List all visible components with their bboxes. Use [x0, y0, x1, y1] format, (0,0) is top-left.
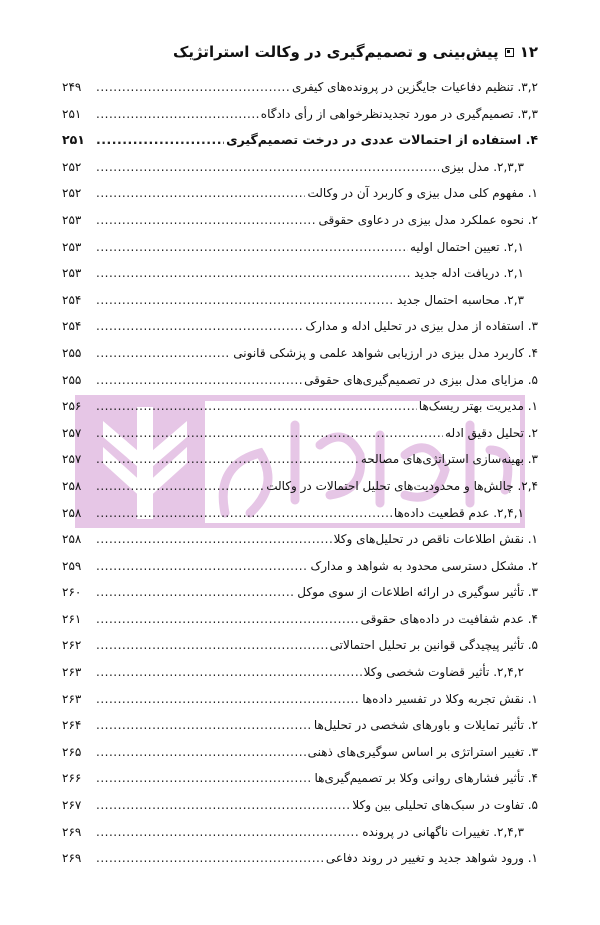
toc-entry[interactable] [62, 500, 538, 527]
toc-entry-page: ۲۵۸ [62, 478, 82, 493]
toc-entry-page: ۲۵۱ [62, 106, 82, 121]
dot-leader [96, 234, 408, 261]
toc-entry[interactable] [62, 473, 538, 500]
toc-entry-title: ۲,۴. چالش‌ها و محدودیت‌های تحلیل احتمالات در وکالت [266, 478, 538, 493]
dot-leader [96, 340, 231, 367]
toc-entry[interactable] [62, 180, 538, 207]
dot-leader [96, 101, 259, 128]
toc-entry[interactable] [62, 207, 538, 234]
dot-leader [96, 180, 305, 207]
dot-leader [96, 632, 328, 659]
toc-entry-title: ۳,۲. تنظیم دفاعیات جایگزین در پرونده‌های کیفری [291, 80, 538, 94]
dot-leader [96, 207, 316, 234]
toc-entry-title: ۱. مفهوم کلی مدل بیزی و کاربرد آن در وکالت [307, 186, 538, 201]
toc-entry[interactable] [62, 313, 538, 340]
toc-entry-page: ۲۶۳ [62, 691, 82, 706]
toc-entry-page: ۲۶۱ [62, 611, 82, 626]
toc-entry[interactable] [62, 659, 538, 686]
toc-entry-page: ۲۶۳ [62, 665, 82, 680]
book-title: پیش‌بینی و تصمیم‌گیری در وکالت استراتژیک [172, 43, 499, 61]
toc-entry-title: ۱. نقش تجربه وکلا در تفسیر داده‌ها [362, 691, 538, 706]
toc-entry-page: ۲۵۲ [62, 186, 82, 201]
toc-entry[interactable] [62, 127, 538, 154]
page-number: ۱۲ [519, 43, 538, 61]
toc-entry[interactable] [62, 765, 538, 792]
toc-entry-page: ۲۵۸ [62, 532, 82, 547]
dot-leader [96, 739, 306, 766]
toc-entry-page: ۲۵۶ [62, 399, 82, 414]
toc-entry-title: ۲. تحلیل دقیق ادله [445, 425, 538, 440]
toc-entry[interactable] [62, 606, 538, 633]
toc-entry-title: ۱. مدیریت بهتر ریسک‌ها [418, 399, 538, 414]
dot-leader [96, 659, 362, 686]
toc-entry-page: ۲۵۳ [62, 239, 82, 254]
toc-entry-page: ۲۶۹ [62, 851, 82, 866]
toc-entry-page: ۲۶۲ [62, 638, 82, 653]
dot-leader [96, 553, 308, 580]
toc-entry[interactable] [62, 367, 538, 394]
toc-entry-title: ۲,۳,۳. مدل بیزی [441, 159, 524, 174]
toc-entry-title: ۴. کاربرد مدل بیزی در ارزیابی شواهد علمی و پزشکی قانونی [233, 345, 538, 360]
toc-entry[interactable] [62, 420, 538, 447]
dot-leader [96, 473, 264, 500]
dot-leader [96, 287, 395, 314]
toc-entry-page: ۲۴۹ [62, 80, 82, 94]
toc-entry-title: ۲,۴,۲. تأثیر قضاوت شخصی وکلا [363, 665, 524, 680]
toc-entry[interactable] [62, 739, 538, 766]
toc-entry[interactable] [62, 393, 538, 420]
toc-entry-page: ۲۵۷ [62, 452, 82, 467]
toc-entry-title: ۴. استفاده از احتمالات عددی در درخت تصمیم‌گیری [226, 132, 538, 148]
page-header [60, 42, 538, 62]
table-of-contents [62, 74, 538, 872]
toc-entry-title: ۳. استفاده از مدل بیزی در تحلیل ادله و مدارک [305, 319, 538, 334]
toc-entry[interactable] [62, 819, 538, 846]
toc-entry-page: ۲۵۳ [62, 212, 82, 227]
toc-entry-title: ۱. نقش اطلاعات ناقص در تحلیل‌های وکلا [333, 532, 538, 547]
toc-entry-title: ۱. ورود شواهد جدید و تغییر در روند دفاعی [325, 851, 538, 866]
dot-leader [96, 579, 295, 606]
dot-leader [96, 712, 312, 739]
toc-entry-title: ۲,۳. محاسبه احتمال جدید [397, 292, 524, 307]
toc-entry-title: ۲,۱. تعیین احتمال اولیه [409, 239, 524, 254]
toc-entry-page: ۲۵۷ [62, 425, 82, 440]
toc-entry-title: ۵. تفاوت در سبک‌های تحلیلی بین وکلا [352, 798, 538, 813]
dot-leader [96, 74, 290, 101]
toc-entry-title: ۲. تأثیر تمایلات و باورهای شخصی در تحلیل‌ها [313, 718, 538, 733]
toc-entry[interactable] [62, 686, 538, 713]
toc-entry-title: ۳. تغییر استراتژی بر اساس سوگیری‌های ذهنی [307, 744, 538, 759]
toc-entry[interactable] [62, 340, 538, 367]
toc-entry-page: ۲۶۴ [62, 718, 82, 733]
toc-entry-title: ۳. تأثیر سوگیری در ارائه اطلاعات از سوی موکل [297, 585, 538, 600]
toc-entry[interactable] [62, 845, 538, 872]
toc-entry[interactable] [62, 553, 538, 580]
toc-entry[interactable] [62, 260, 538, 287]
toc-entry-title: ۲,۴,۱. عدم قطعیت داده‌ها [393, 505, 524, 520]
toc-entry[interactable] [62, 234, 538, 261]
toc-entry-title: ۲,۱. دریافت ادله جدید [414, 266, 524, 281]
toc-entry-page: ۲۵۹ [62, 558, 82, 573]
dot-leader [96, 393, 417, 420]
toc-entry-page: ۲۶۶ [62, 771, 82, 786]
toc-entry-title: ۲,۴,۳. تغییرات ناگهانی در پرونده [362, 824, 524, 839]
toc-entry[interactable] [62, 74, 538, 101]
toc-entry-title: ۵. تأثیر پیچیدگی قوانین بر تحلیل احتمالاتی [329, 638, 538, 653]
dot-leader [96, 500, 392, 527]
toc-entry[interactable] [62, 579, 538, 606]
dot-leader [96, 526, 332, 553]
toc-entry-title: ۲. نحوه عملکرد مدل بیزی در دعاوی حقوقی [318, 212, 538, 227]
toc-entry-title: ۴. تأثیر فشارهای روانی وکلا بر تصمیم‌گیری‌ها [314, 771, 538, 786]
dot-leader [96, 420, 443, 447]
toc-entry[interactable] [62, 446, 538, 473]
toc-entry-page: ۲۵۳ [62, 266, 82, 281]
dot-leader [96, 792, 350, 819]
dot-leader [96, 367, 302, 394]
toc-entry-title: ۵. مزایای مدل بیزی در تصمیم‌گیری‌های حقوقی [304, 372, 538, 387]
toc-entry[interactable] [62, 792, 538, 819]
toc-entry-title: ۳. بهینه‌سازی استراتژی‌های مصالحه [360, 452, 538, 467]
toc-entry-page: ۲۵۱ [62, 132, 85, 148]
square-icon [505, 48, 514, 57]
toc-entry-title: ۳,۳. تصمیم‌گیری در مورد تجدیدنظرخواهی از رأی دادگاه [260, 106, 538, 121]
dot-leader [96, 765, 312, 792]
dot-leader [96, 845, 324, 872]
toc-entry-page: ۲۵۵ [62, 345, 82, 360]
toc-entry-page: ۲۵۵ [62, 372, 82, 387]
dot-leader [96, 127, 224, 154]
toc-entry-title: ۴. عدم شفافیت در داده‌های حقوقی [360, 611, 538, 626]
toc-entry-page: ۲۶۷ [62, 798, 82, 813]
toc-entry-title: ۲. مشکل دسترسی محدود به شواهد و مدارک [310, 558, 538, 573]
toc-entry-page: ۲۵۴ [62, 292, 82, 307]
toc-entry[interactable] [62, 632, 538, 659]
dot-leader [96, 446, 359, 473]
toc-entry-page: ۲۵۴ [62, 319, 82, 334]
toc-entry[interactable] [62, 287, 538, 314]
dot-leader [96, 606, 359, 633]
dot-leader [96, 313, 303, 340]
toc-entry[interactable] [62, 154, 538, 181]
toc-entry-page: ۲۶۵ [62, 744, 82, 759]
toc-entry-page: ۲۶۹ [62, 824, 82, 839]
toc-entry-page: ۲۵۸ [62, 505, 82, 520]
toc-entry[interactable] [62, 712, 538, 739]
dot-leader [96, 154, 439, 181]
dot-leader [96, 686, 360, 713]
dot-leader [96, 260, 412, 287]
toc-entry-page: ۲۵۲ [62, 159, 82, 174]
dot-leader [96, 819, 360, 846]
toc-entry-page: ۲۶۰ [62, 585, 82, 600]
toc-entry[interactable] [62, 101, 538, 128]
toc-entry[interactable] [62, 526, 538, 553]
